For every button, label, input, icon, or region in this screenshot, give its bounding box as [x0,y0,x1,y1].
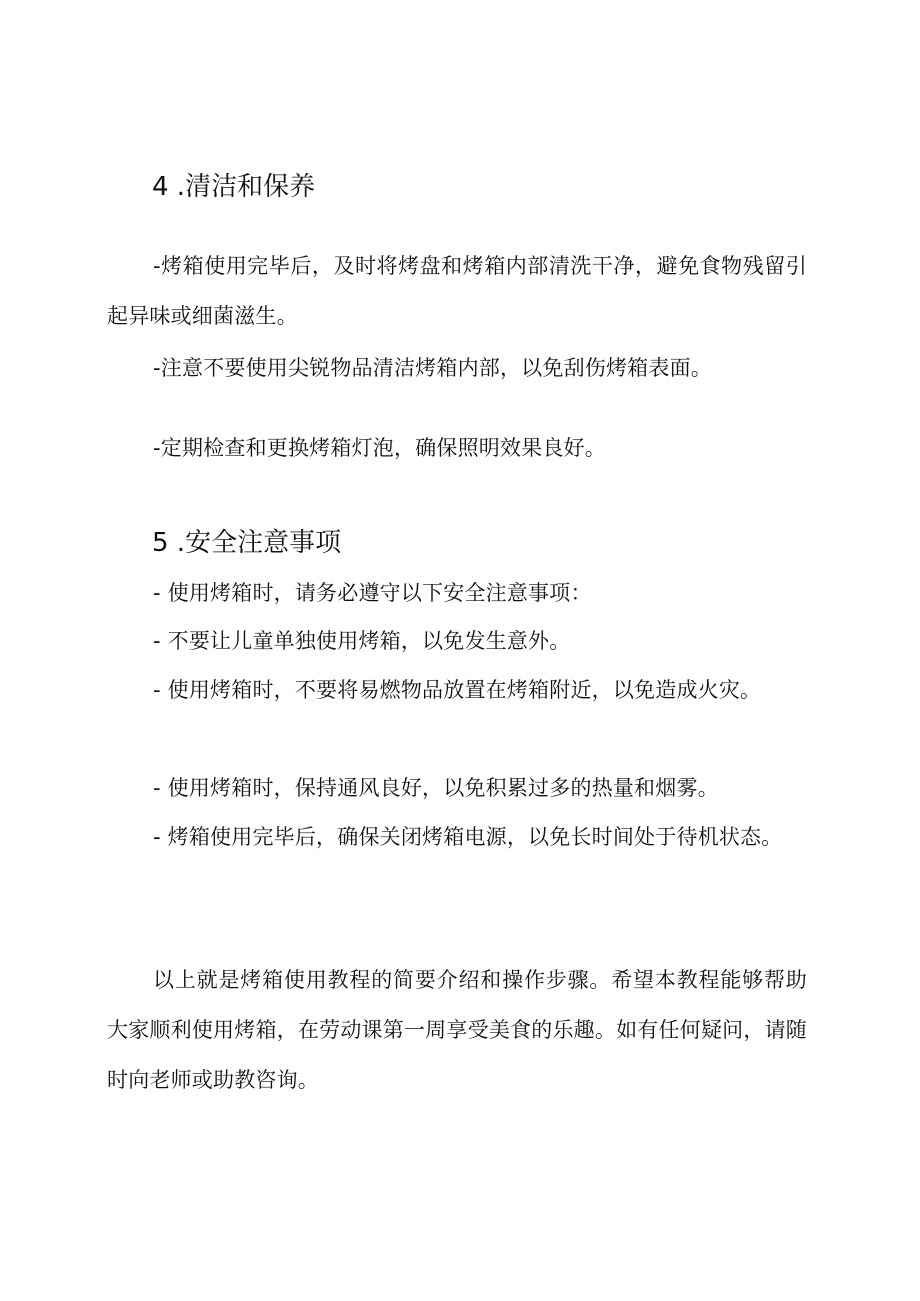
section-5-item-4: - 使用烤箱时，保持通风良好，以免积累过多的热量和烟雾。 [153,776,719,800]
conclusion-paragraph: 以上就是烤箱使用教程的简要介绍和操作步骤。希望本教程能够帮助大家顺利使用烤箱，在劳动课第一周享受美食的乐趣。如有任何疑问，请随时向老师或助教咨询。 [107,968,807,1092]
section-5-heading: 5 .安全注意事项 [152,528,342,558]
section-5-item-3: - 使用烤箱时，不要将易燃物品放置在烤箱附近，以免造成火灾。 [153,678,762,702]
section-4-item-3: -定期检查和更换烤箱灯泡，确保照明效果良好。 [153,436,606,460]
section-4-item-2: -注意不要使用尖锐物品清洁烤箱内部，以免刮伤烤箱表面。 [153,356,712,380]
section-5-item-2: - 不要让儿童单独使用烤箱，以免发生意外。 [153,629,571,653]
section-4-item-1: -烤箱使用完毕后，及时将烤盘和烤箱内部清洗干净，避免食物残留引起异味或细菌滋生。 [107,254,807,328]
section-5-item-5: - 烤箱使用完毕后，确保关闭烤箱电源，以免长时间处于待机状态。 [153,825,783,849]
section-5-item-1: - 使用烤箱时，请务必遵守以下安全注意事项： [153,581,592,605]
section-4-heading: 4 .清洁和保养 [152,172,316,202]
